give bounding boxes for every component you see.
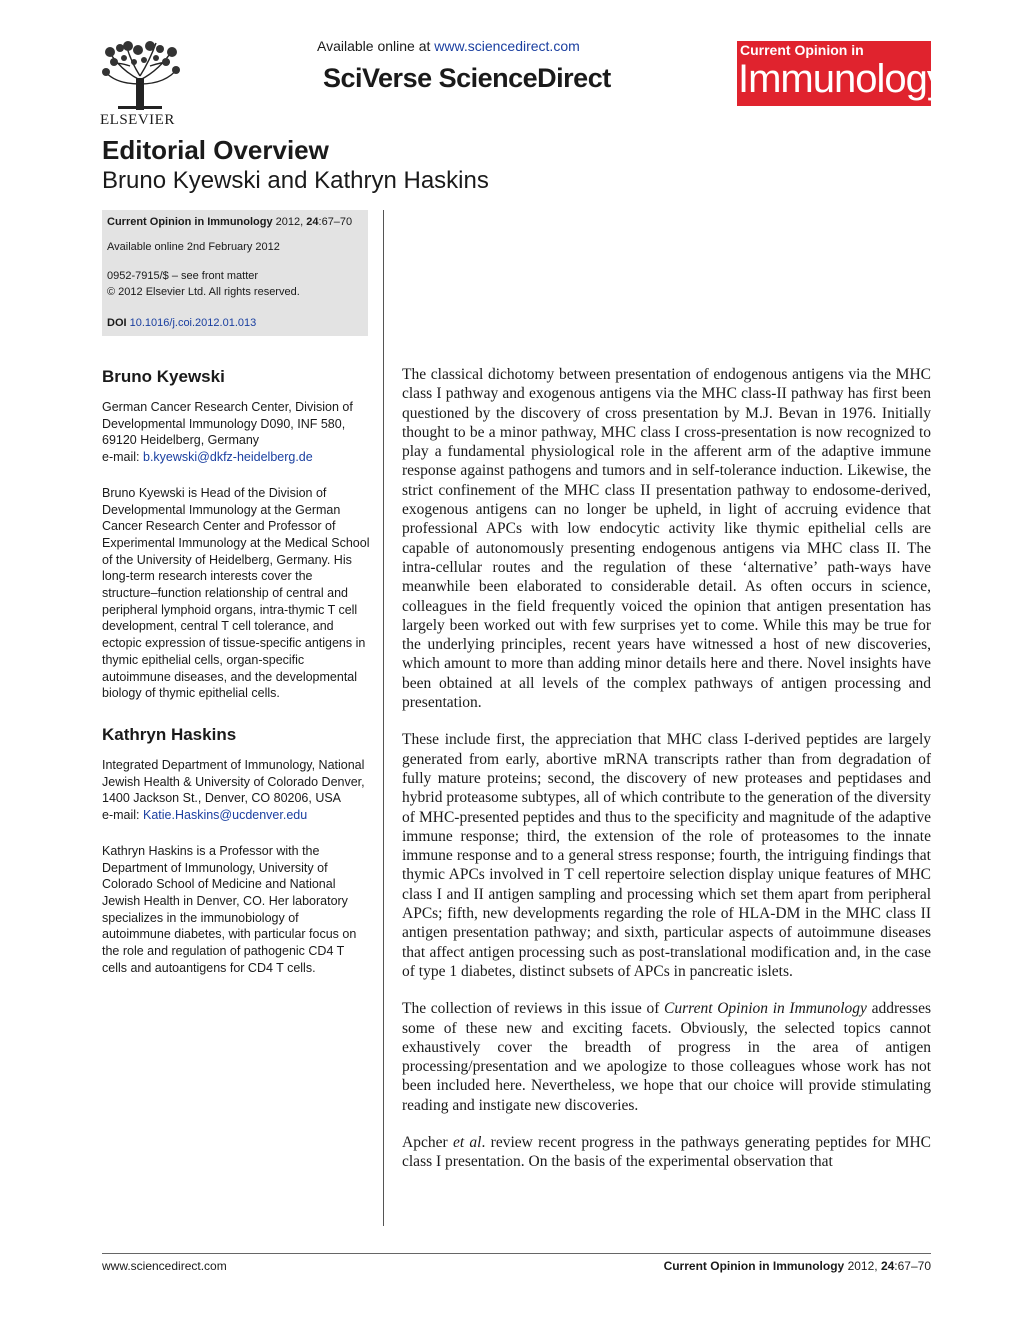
citation-pages: :67–70: [318, 216, 353, 228]
footer-citation: [664, 1259, 931, 1273]
body-paragraph: These include first, the appreciation that MHC class I-derived peptides are largely generated from early, abortive mRNA transcripts rather than from degradation of fully mature proteins; second, the discovery of new proteases and peptidases and hybrid proteasome subtypes, all of which contribute to the generation of the diversity of MHC-presented peptides and thus to the specificity and magnitude of the adaptive immune response; third, the extension of the role of proteasomes to the innate immune response and to a general stress response; fourth, the intriguing findings that thymic APCs involved in T cell repertoire selection display unique features of MHC class I and II antigen sampling and processing which set them apart from peripheral APCs; fifth, new developments regarding the role of HLA-DM in the MHC class II antigen presentation pathway; and sixth, particular aspects of autoimmune diseases that affect antigen processing such as post-translational modification and, in the case of type 1 diabetes, distinct subsets of APCs in pancreatic islets.: [402, 731, 931, 980]
author-bio-haskins: [102, 725, 370, 976]
column-divider: [383, 210, 384, 1226]
footer-website[interactable]: www.sciencedirect.com: [102, 1259, 227, 1273]
journal-logo-line2: Immunology: [738, 57, 946, 101]
journal-name-italic: Current Opinion in Immunology: [664, 1000, 867, 1018]
body-paragraph: [402, 999, 931, 1115]
author-bio: Kathryn Haskins is a Professor with the Department of Immunology, University of Colorado School of Medicine and National Jewish Health in Denver, CO. Her laboratory specializes in the immunobiology of autoimmune diabetes, with particular focus on the role and regulation of pathogenic CD4 T cells and autoantigens for CD4 T cells.: [102, 843, 357, 975]
main-body: [402, 365, 931, 1190]
copyright-text: 2012 Elsevier Ltd. All rights reserved.: [118, 286, 300, 298]
article-type: Editorial Overview: [102, 135, 329, 165]
article-info-box: [102, 210, 368, 336]
email-label: e-mail:: [102, 808, 140, 823]
author-affiliation: German Cancer Research Center, Division of Developmental Immunology D090, INF 580, 69120 Heidelberg, Germany: [102, 400, 353, 448]
available-online: [317, 38, 580, 54]
available-online-prefix: Available online at: [317, 38, 431, 54]
author-bio: Bruno Kyewski is Head of the Division of Developmental Immunology at the German Cancer Research Center and Professor of Experimental Immunology at the Medical School of the University of Heidelberg, Germany. His long-term research interests cover the structure–function relationship of central and peripheral lymphoid organs, intra-thymic T cell development, central T cell tolerance, and ectopic expression of tissue-specific antigens in thymic epithelial cells, organ-specific autoimmune diseases, and the developmental biology of thymic epithelial cells.: [102, 485, 370, 701]
body-text: . review recent progress in the pathways generating peptides for MHC class I presentation. On the basis of the experimental observation that: [402, 1133, 931, 1171]
publisher-name: ELSEVIER: [100, 112, 175, 128]
copyright-line: [107, 285, 300, 300]
available-date: Available online 2nd February 2012: [107, 241, 280, 253]
doi-link[interactable]: 10.1016/j.coi.2012.01.013: [129, 317, 257, 329]
author-email-line: [102, 449, 370, 466]
author-bio-kyewski: [102, 367, 370, 702]
copyright-icon: ©: [107, 286, 116, 298]
author-affiliation: Integrated Department of Immunology, National Jewish Health & University of Colorado Denver, 1400 Jackson St., Denver, CO 80206, USA: [102, 758, 365, 806]
author-email-link[interactable]: b.kyewski@dkfz-heidelberg.de: [143, 450, 313, 465]
body-text: addresses some of these new and exciting facets. Obviously, the selected topics cannot exhaustively cover the breadth of progress in the area of antigen processing/presentation and we apologize to those colleagues whose work has not been included here. Nevertheless, we hope that our choice will provide stimulating reading and instigate new discoveries.: [402, 1000, 931, 1114]
author-name: Bruno Kyewski: [102, 367, 225, 386]
footer-journal: Current Opinion in Immunology: [663, 1259, 845, 1273]
citation-line: [107, 215, 352, 230]
journal-logo-line1: Current Opinion in: [740, 42, 864, 58]
body-text: Apcher: [402, 1133, 448, 1151]
sciencedirect-link[interactable]: www.sciencedirect.com: [434, 38, 580, 54]
journal-logo: [737, 41, 946, 106]
body-text: The collection of reviews in this issue of: [402, 1000, 660, 1018]
platform-logo: SciVerse ScienceDirect: [323, 63, 611, 93]
author-email-line: [102, 807, 370, 824]
footer-pages: :67–70: [894, 1259, 931, 1273]
author-name: Kathryn Haskins: [102, 725, 237, 744]
body-paragraph: [402, 1133, 931, 1172]
doi-label: DOI: [107, 317, 127, 329]
footer-divider: [102, 1253, 931, 1254]
footer-volume: 24: [880, 1259, 895, 1273]
citation-journal: Current Opinion in Immunology: [107, 216, 273, 228]
issn: 0952-7915/$ – see front matter: [107, 270, 259, 282]
article-authors: Bruno Kyewski and Kathryn Haskins: [102, 167, 489, 194]
body-paragraph: The classical dichotomy between presentation of endogenous antigens via the MHC class I pathway and exogenous antigens via the MHC class-II pathway has first been questioned by the discovery of cross presentation by M.J. Bevan in 1976. Initially thought to be a minor pathway, MHC class I cross-presentation is now recognized to play a fundamental physiological role in the afferent arm of the adaptive immune response against pathogens and tumors and in self-tolerance induction. Likewise, the strict confinement of the MHC class II presentation pathway to endosome-derived, exogenous antigens can no longer be upheld, in light of accruing evidence that professional APCs with low endocytic activity like thymic epithelial cells are capable of autonomously presenting endogenous antigens via MHC class II. The intra-cellular routes and the regulation of these ‘alternative’ path-ways have meanwhile been elaborated to considerable detail. As often occurs in science, colleagues in the field frequently voiced the opinion that antigen presentation has largely been worked out with few surprises yet to come. While this may be true for the underlying principles, recent years have witnessed a host of new discoveries, which amount to more than adding minor details here and there. Novel insights have been obtained at all levels of the complex pathways of antigen processing and presentation.: [402, 366, 931, 712]
citation-year: 2012,: [275, 216, 304, 228]
citation-volume: 24: [306, 216, 319, 228]
doi-line: [107, 316, 256, 331]
email-label: e-mail:: [102, 450, 140, 465]
et-al-italic: et al: [452, 1133, 482, 1151]
footer-year: 2012,: [847, 1259, 878, 1273]
author-email-link[interactable]: Katie.Haskins@ucdenver.edu: [143, 808, 308, 823]
